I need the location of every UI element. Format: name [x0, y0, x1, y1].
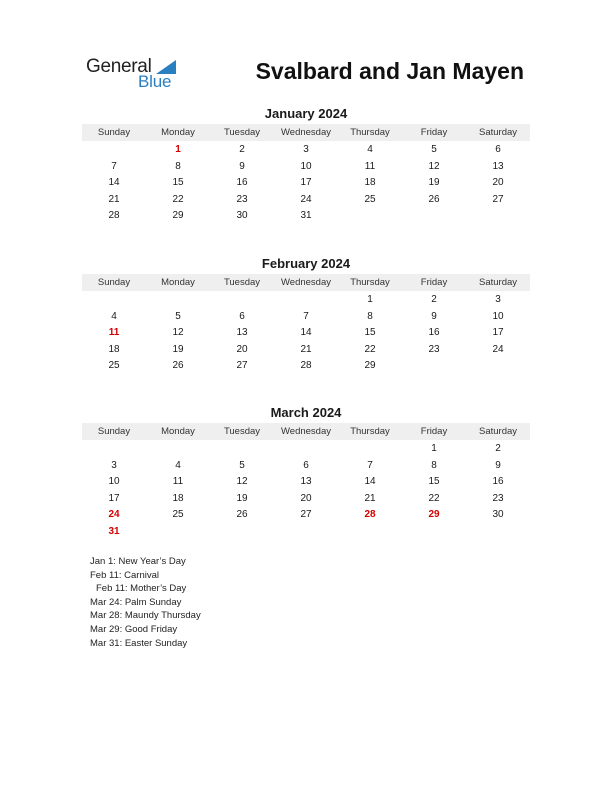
- day-cell: 13: [236, 327, 248, 339]
- day-cell: 18: [172, 492, 184, 504]
- weekday-label: Wednesday: [281, 127, 331, 138]
- weekday-label: Monday: [161, 127, 195, 138]
- day-cell: 8: [175, 160, 181, 172]
- weekday-label: Saturday: [478, 277, 518, 288]
- day-cell: 1: [431, 443, 437, 454]
- day-cell-holiday: 28: [364, 509, 376, 521]
- day-cell: 2: [495, 443, 501, 454]
- weekday-label: Sunday: [97, 426, 131, 437]
- month-title: March 2024: [270, 405, 342, 420]
- day-cell: 7: [367, 459, 373, 471]
- weekday-label: Tuesday: [223, 127, 261, 138]
- day-cell: 16: [428, 327, 440, 339]
- weekday-label: Friday: [420, 127, 448, 138]
- day-cell: 4: [111, 310, 117, 322]
- day-cell: 5: [175, 310, 181, 322]
- day-cell: 5: [431, 144, 437, 155]
- day-cell: 8: [431, 459, 437, 471]
- weekday-label: Wednesday: [281, 277, 331, 288]
- day-cell: 2: [239, 144, 245, 155]
- day-cell: 19: [428, 177, 440, 189]
- weekday-label: Sunday: [97, 277, 131, 288]
- day-cell: 10: [492, 310, 504, 322]
- day-cell: 15: [172, 177, 184, 189]
- day-cell: 29: [364, 360, 376, 372]
- month-calendar-february: [82, 256, 530, 375]
- day-cell: 28: [108, 210, 120, 222]
- day-grid: [82, 142, 530, 225]
- logo-text-blue: Blue: [138, 72, 172, 91]
- day-grid: [82, 292, 530, 375]
- day-cell: 17: [108, 492, 120, 504]
- day-cell: 6: [239, 310, 245, 322]
- day-cell: 14: [364, 476, 376, 488]
- day-cell-holiday: 11: [108, 327, 120, 339]
- holiday-list: [90, 555, 290, 650]
- weekday-label: Monday: [161, 277, 195, 288]
- holiday-note: Mar 29: Good Friday: [90, 623, 178, 635]
- day-cell: 15: [364, 327, 376, 339]
- logo-text-general: General: [86, 56, 152, 77]
- day-cell: 22: [364, 343, 376, 355]
- day-cell: 16: [236, 177, 248, 189]
- day-cell: 12: [236, 476, 248, 488]
- day-cell: 9: [495, 459, 501, 471]
- day-cell: 6: [495, 144, 501, 155]
- day-cell: 21: [300, 343, 312, 355]
- weekday-label: Saturday: [478, 127, 518, 138]
- day-cell-holiday: 1: [175, 144, 181, 155]
- day-cell-holiday: 29: [428, 509, 440, 521]
- day-cell: 26: [428, 193, 440, 205]
- day-cell: 5: [239, 459, 245, 471]
- day-cell: 1: [367, 294, 373, 305]
- day-cell: 23: [428, 343, 440, 355]
- day-cell: 17: [300, 177, 312, 189]
- day-cell: 25: [364, 193, 376, 205]
- day-cell: 25: [172, 509, 184, 521]
- day-cell: 4: [367, 144, 373, 155]
- day-cell: 30: [236, 210, 248, 222]
- day-cell: 26: [236, 509, 248, 521]
- weekday-label: Tuesday: [223, 426, 261, 437]
- day-cell-empty: [210, 292, 274, 309]
- day-cell: 9: [431, 310, 437, 322]
- holiday-note: Jan 1: New Year’s Day: [90, 556, 186, 567]
- day-cell: 7: [111, 160, 117, 172]
- day-cell: 24: [492, 343, 504, 355]
- weekday-label: Friday: [420, 277, 448, 288]
- weekday-header-row: [82, 423, 530, 440]
- day-cell-empty: [82, 441, 146, 458]
- day-cell: 20: [300, 492, 312, 504]
- month-title: February 2024: [261, 256, 351, 271]
- holiday-note: Feb 11: Mother’s Day: [96, 583, 187, 595]
- day-cell-empty: [146, 292, 210, 309]
- month-calendar-january: [82, 106, 530, 225]
- day-cell: 11: [364, 160, 376, 172]
- weekday-label: Thursday: [350, 426, 390, 437]
- weekday-label: Thursday: [350, 277, 390, 288]
- day-cell: 20: [492, 177, 504, 189]
- day-cell: 3: [303, 144, 309, 155]
- day-cell: 13: [492, 160, 504, 172]
- day-cell: 2: [431, 294, 437, 305]
- weekday-header-row: [82, 124, 530, 141]
- holiday-note: Mar 31: Easter Sunday: [90, 637, 188, 649]
- day-cell: 3: [111, 459, 117, 471]
- day-cell: 13: [300, 476, 312, 488]
- day-cell: 19: [236, 492, 248, 504]
- day-cell: 25: [108, 360, 120, 372]
- day-cell: 12: [428, 160, 440, 172]
- day-cell: 31: [300, 210, 312, 222]
- holiday-note: Mar 28: Maundy Thursday: [90, 610, 201, 622]
- day-grid: [82, 441, 530, 541]
- day-cell: 14: [300, 327, 312, 339]
- day-cell: 20: [236, 343, 248, 355]
- day-cell: 26: [172, 360, 184, 372]
- day-cell-empty: [82, 142, 146, 159]
- day-cell-empty: [274, 292, 338, 309]
- day-cell: 6: [303, 459, 309, 471]
- holiday-note: Feb 11: Carnival: [90, 569, 159, 581]
- day-cell: 22: [428, 492, 440, 504]
- day-cell: 16: [492, 476, 504, 488]
- weekday-label: Friday: [420, 426, 448, 437]
- day-cell: 18: [364, 177, 376, 189]
- day-cell: 18: [108, 343, 120, 355]
- day-cell: 24: [300, 193, 312, 205]
- month-calendar-march: [82, 405, 530, 541]
- day-cell: 28: [300, 360, 312, 372]
- page-title: Svalbard and Jan Mayen: [255, 58, 524, 84]
- weekday-label: Thursday: [350, 127, 390, 138]
- brand-logo: [86, 56, 186, 92]
- day-cell-empty: [210, 441, 274, 458]
- day-cell: 10: [300, 160, 312, 172]
- weekday-header-row: [82, 274, 530, 291]
- holiday-note: Mar 24: Palm Sunday: [90, 596, 182, 608]
- day-cell-holiday: 31: [108, 525, 120, 537]
- weekday-label: Tuesday: [223, 277, 261, 288]
- weekday-label: Monday: [161, 426, 195, 437]
- day-cell: 17: [492, 327, 504, 339]
- day-cell: 23: [492, 492, 504, 504]
- day-cell: 3: [495, 294, 501, 305]
- day-cell: 7: [303, 310, 309, 322]
- day-cell: 4: [175, 459, 181, 471]
- day-cell: 8: [367, 310, 373, 322]
- day-cell: 21: [108, 193, 120, 205]
- day-cell: 10: [108, 476, 120, 488]
- weekday-label: Wednesday: [281, 426, 331, 437]
- weekday-label: Saturday: [478, 426, 518, 437]
- day-cell: 19: [172, 343, 184, 355]
- day-cell: 15: [428, 476, 440, 488]
- day-cell: 21: [364, 492, 376, 504]
- day-cell: 12: [172, 327, 184, 339]
- weekday-label: Sunday: [97, 127, 131, 138]
- day-cell-empty: [274, 441, 338, 458]
- day-cell-empty: [146, 441, 210, 458]
- day-cell: 23: [236, 193, 248, 205]
- day-cell: 30: [492, 509, 504, 521]
- day-cell: 27: [300, 509, 312, 521]
- day-cell-empty: [82, 292, 146, 309]
- day-cell: 14: [108, 177, 120, 189]
- day-cell: 9: [239, 160, 245, 172]
- month-title: January 2024: [264, 106, 348, 121]
- day-cell: 22: [172, 193, 184, 205]
- day-cell: 27: [236, 360, 248, 372]
- day-cell: 11: [172, 476, 184, 488]
- day-cell: 27: [492, 193, 504, 205]
- day-cell-holiday: 24: [108, 509, 120, 521]
- day-cell-empty: [338, 441, 402, 458]
- day-cell: 29: [172, 210, 184, 222]
